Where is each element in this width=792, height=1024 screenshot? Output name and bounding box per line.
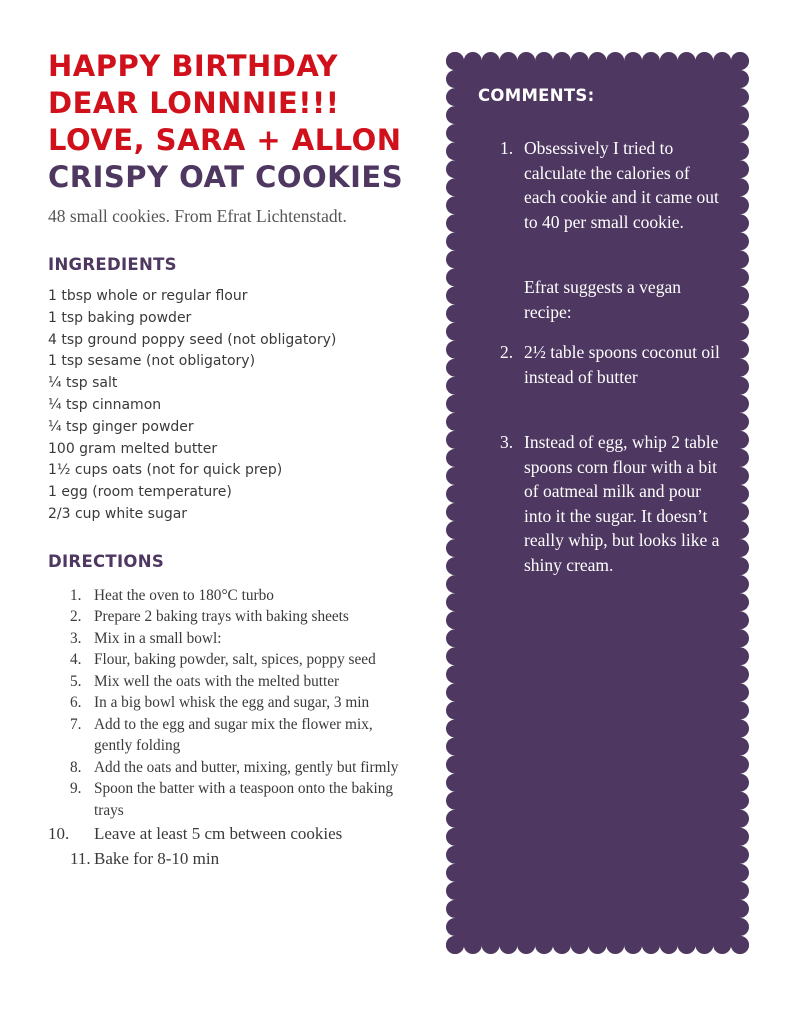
direction-step — [48, 821, 414, 846]
comment-text: 2½ table spoons coconut oil instead of butter — [524, 342, 720, 387]
step-number: 10. — [48, 824, 70, 844]
step-number: 8. — [70, 758, 82, 776]
step-text: Add the oats and butter, mixing, gently but firmly — [94, 758, 399, 776]
comment-text: Instead of egg, whip 2 table spoons corn flour with a bit of oatmeal milk and pour into it the sugar. It doesn’t really whip, but looks like a shiny cream. — [524, 432, 720, 575]
direction-step — [48, 714, 414, 757]
recipe-column — [48, 48, 420, 871]
recipe-subtitle: 48 small cookies. From Efrat Lichtenstadt. — [48, 206, 347, 226]
ingredient-item: 1 tsp sesame (not obligatory) — [48, 353, 256, 370]
comment-number: 3. — [500, 432, 514, 452]
ingredient-item: 1 tsp baking powder — [48, 309, 192, 326]
comments-panel — [446, 52, 749, 954]
comment-text: Obsessively I tried to calculate the calories of each cookie and it came out to 40 per small cookie. — [524, 138, 719, 232]
comment-text: Efrat suggests a vegan recipe: — [524, 277, 681, 322]
step-text: In a big bowl whisk the egg and sugar, 3 min — [94, 694, 370, 712]
recipe-title: CRISPY OAT COOKIES — [48, 160, 404, 194]
step-number: 7. — [70, 715, 82, 733]
birthday-greeting — [48, 48, 420, 159]
directions-heading: DIRECTIONS — [48, 551, 165, 571]
step-text: Spoon the batter with a teaspoon onto the baking trays — [94, 780, 394, 819]
step-text: Flour, baking powder, salt, spices, poppy seed — [94, 651, 376, 669]
ingredient-item: 1 tbsp whole or regular flour — [48, 288, 248, 304]
comments-heading: COMMENTS: — [478, 86, 595, 105]
step-text: Leave at least 5 cm between cookies — [94, 824, 343, 844]
direction-step — [48, 671, 414, 693]
ingredients-heading: INGREDIENTS — [48, 255, 177, 274]
comment-item — [500, 430, 724, 578]
step-number: 5. — [70, 672, 82, 690]
step-text: Heat the oven to 180°C turbo — [94, 586, 274, 604]
ingredients-list — [48, 286, 420, 526]
ingredient-item: ¼ tsp salt — [48, 375, 118, 392]
step-text: Mix well the oats with the melted butter — [94, 672, 340, 690]
ingredient-item: 1½ cups oats (not for quick prep) — [48, 462, 283, 479]
ingredient-item: ¼ tsp cinnamon — [48, 396, 162, 413]
step-number: 1. — [70, 586, 82, 604]
direction-step — [48, 585, 414, 607]
step-number: 4. — [70, 651, 82, 669]
comment-note — [524, 275, 724, 324]
step-text: Bake for 8-10 min — [94, 849, 220, 869]
comment-number: 1. — [500, 138, 514, 158]
step-number: 11. — [70, 849, 91, 869]
greeting-line: HAPPY BIRTHDAY — [48, 49, 339, 83]
ingredient-item: 2/3 cup white sugar — [48, 505, 188, 522]
direction-step — [48, 606, 414, 628]
step-number: 2. — [70, 608, 82, 626]
step-text: Mix in a small bowl: — [94, 629, 222, 647]
direction-step — [48, 846, 414, 871]
step-text: Add to the egg and sugar mix the flower mix, gently folding — [94, 715, 373, 755]
direction-step — [48, 778, 414, 821]
ingredient-item: 100 gram melted butter — [48, 440, 218, 457]
greeting-line: LOVE, SARA + ALLON — [48, 123, 402, 157]
ingredient-item: 1 egg (room temperature) — [48, 484, 232, 501]
step-number: 3. — [70, 629, 82, 647]
direction-step — [48, 692, 414, 714]
direction-step — [48, 649, 414, 671]
direction-step — [48, 628, 414, 650]
step-number: 6. — [70, 694, 82, 712]
comment-item — [500, 136, 724, 234]
step-text: Prepare 2 baking trays with baking sheets — [94, 608, 349, 626]
greeting-line: DEAR LONNNIE!!! — [48, 86, 340, 120]
comment-item — [500, 340, 724, 389]
comment-number: 2. — [500, 342, 514, 362]
direction-step — [48, 757, 414, 779]
ingredient-item: 4 tsp ground poppy seed (not obligatory) — [48, 331, 337, 348]
ingredient-item: ¼ tsp ginger powder — [48, 418, 194, 435]
directions-list — [48, 585, 420, 872]
step-number: 9. — [70, 780, 82, 798]
